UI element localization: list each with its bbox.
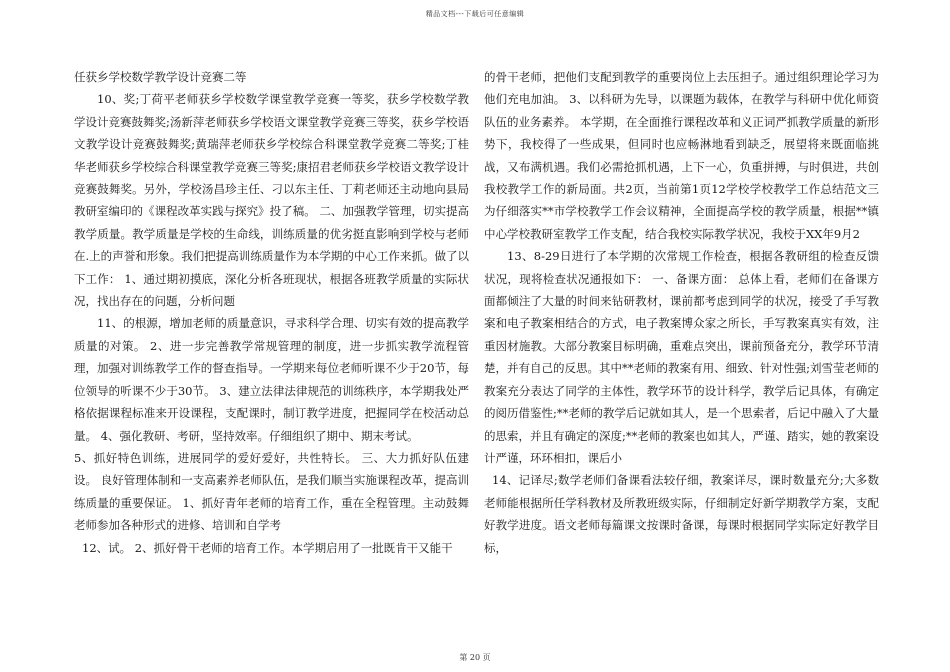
page-number: 第 20 页 (459, 653, 491, 662)
paragraph: 13、8-29日进行了本学期的次常规工作检查，根据各教研组的检查反馈状况，现将检查状况通报如下： 一、备课方面： 总体上看，老师们在备课方面都倾注了大量的时间来钻研教材，课前都考虑到同学的状况，接受了手写教案和电子教案相结合的方式，电子教案博众家之所长，手写教案真实有效，注重因材施教。大部分教案目标明确，重难点突出，课前预备充分，教学环节清楚，并有自己的反思。其中**老师的教案有用、细致、针对性强;刘雪莹老师的教案充分表达了同学的主体性，教学环节的设计科学，教学后记具体，有确定的阅历借鉴性;**老师的教学后记就如其人，是一个思索者，后记中融入了大量的思索，并且有确定的深度;**老师的教案也如其人，严谨、踏实，她的教案设计严谨，环环相扣，课后小 (484, 249, 879, 465)
paragraph: 12、试。 2、抓好骨干老师的培育工作。本学期启用了一批既肯干又能干 (82, 540, 453, 555)
right-column (484, 66, 879, 559)
paragraph: 11、的根源，增加老师的质量意识，寻求科学合理、切实有效的提高教学质量的对策。 2、进一步完善教学常规管理的制度，进一步抓实教学流程管理，加强对训练教学工作的督查指导。一学期来每位老师听课不少于20节，每位领导的听课不少于30节。 3、建立法律法律规范的训练秩序，本学期我处严格依据课程标准来开设课程，支配课时，制订教学进度，把握同学在校活动总量。 4、强化教研、考研，坚持效率。仔细组织了期中、期末考试。 (74, 316, 469, 443)
paragraph: 5、抓好特色训练，进展同学的爱好爱好，共性特长。 三、大力抓好队伍建设。 良好管理体制和一支高素养老师队伍，是我们顺当实施课程改革，提高训练质量的重要保证。 1、抓好青年老师的培育工作，重在全程管理。主动鼓舞老师参加各种形式的进修、培训和自学考 (74, 450, 469, 533)
page-header: 精品文档---下载后可任意编辑 (425, 10, 525, 18)
paragraph: 14、记译尽;数学老师们备课看法较仔细，教案详尽，课时数量充分;大多数老师能根据所任学科教材及所教班级实际，仔细制定好新学期教学方案，支配好教学进度。语文老师每篇课文按课时备课，每课时根据同学实际定好教学目标， (484, 473, 879, 555)
paragraph: 的骨干老师，把他们支配到教学的重要岗位上去压担子。通过组织理论学习为他们充电加油。 3、以科研为先导，以课题为载体，在教学与科研中优化师资队伍的业务素养。 本学期，在全面推行课程改革和义正词严抓教学质量的新形势下，我校得了一些成果，但同时也应畅淋地看到缺乏，展望将来既面临挑战，又布满机遇。我们必需抢抓机遇，上下一心，负重拼搏，与时俱进，共创我校教学工作的新局面。共2页，当前第1页12学校学校教学工作总结范文三 为仔细落实**市学校教学工作会议精神，全面提高学校的教学质量，根据**镇中心学校教研室教学工作支配，结合我校实际教学状况，我校于XX年9月2 (484, 70, 879, 241)
paragraph: 任获乡学校数学教学设计竞赛二等 (74, 70, 247, 84)
paragraph: 10、奖;丁荷平老师获乡学校数学课堂教学竞赛一等奖，获乡学校数学教学设计竞赛鼓舞奖;汤新萍老师获乡学校语文课堂教学竞赛三等奖，获乡学校语文教学设计竞赛鼓舞奖;黄瑞萍老师获乡学校综合科课堂教学竞赛二等奖;丁桂华老师获乡学校综合科课堂教学竞赛三等奖;康招君老师获乡学校语文教学设计竞赛鼓舞奖。另外，学校汤昌珍主任、刁以东主任、丁莉老师还主动地向县局教研室编印的《课程改革实践与探究》投了稿。 二、加强教学管理，切实提高教学质量。教学质量是学校的生命线，训练质量的优劣挺直影响到学校与老师在.上的声誉和形象。我们把提高训练质量作为本学期的中心工作来抓。做了以下工作： 1、通过期初摸底，深化分析各班现状，根据各班教学质量的实际状况，找出存在的问题，分析问题 (74, 92, 469, 309)
left-column (74, 66, 469, 559)
